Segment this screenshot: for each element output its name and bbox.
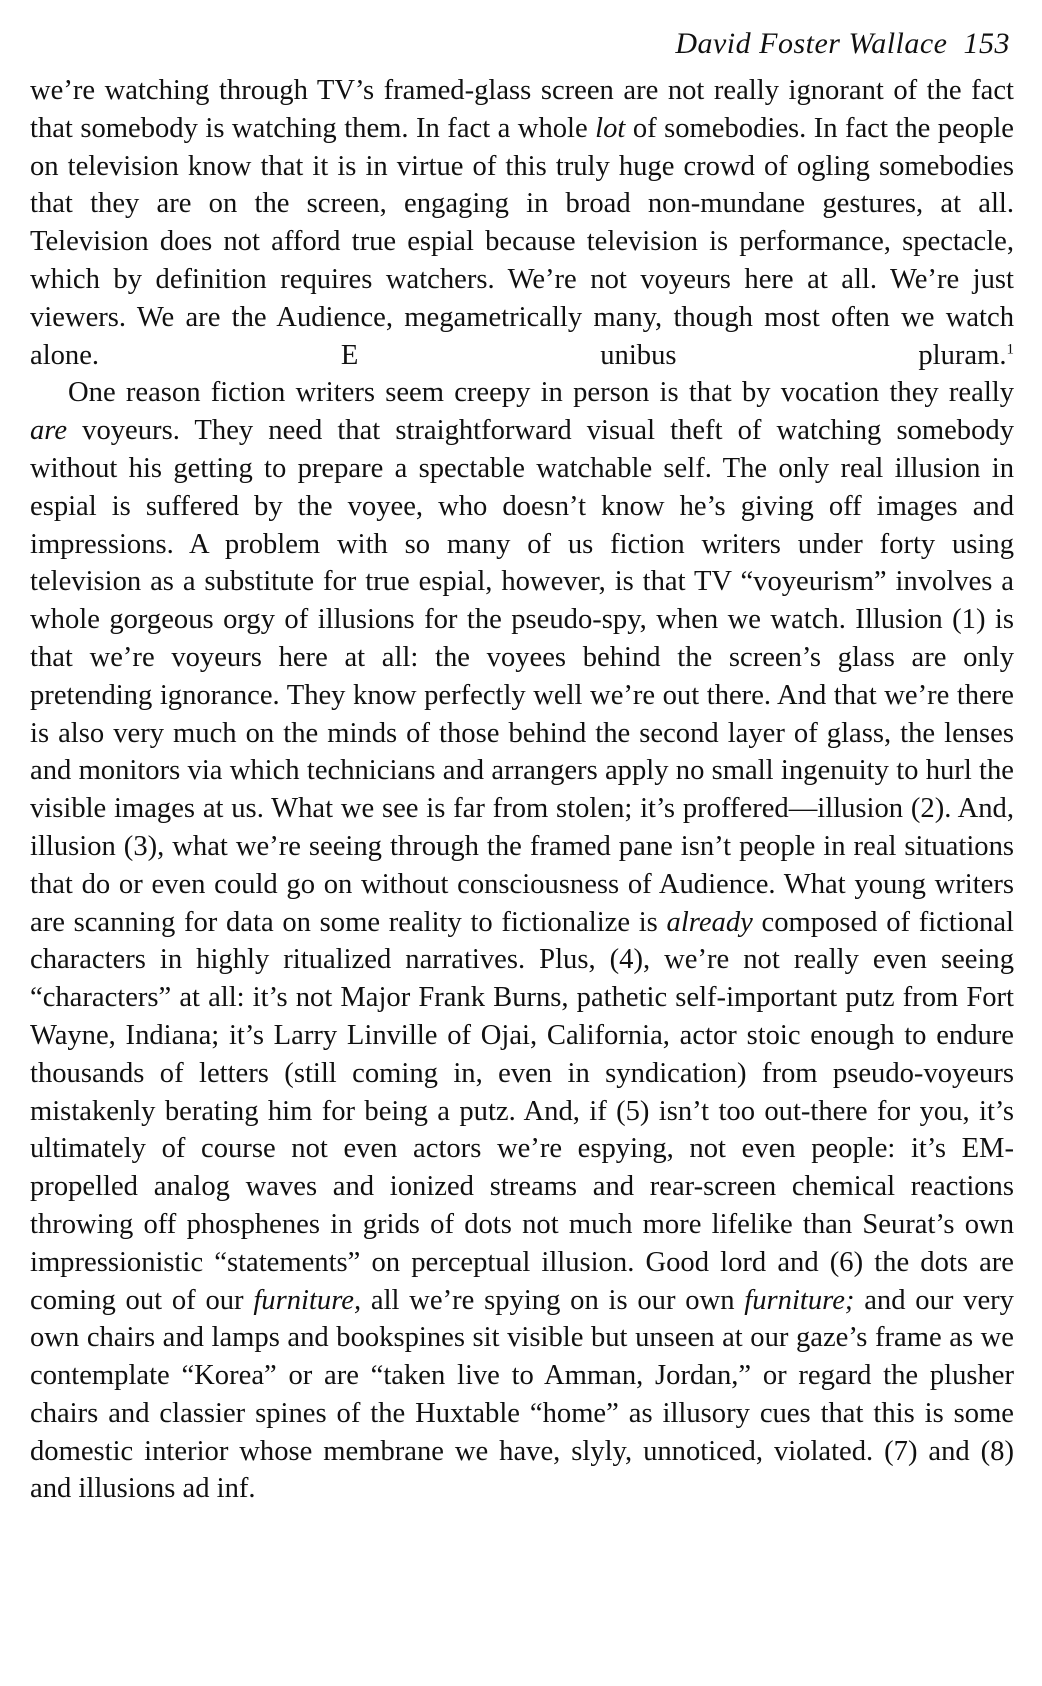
p2-text-5: and our very own chairs and lamps and bookspines sit visible but unseen at our gaze’s frame as we contemplate “Korea” or are “taken live to Amman, Jordan,” or regard the plusher chairs and classier spines of the Huxtable “home” as illusory cues that this is some domestic interior whose membrane we have, slyly, unnoticed, violated. (7) and (8) and illusions ad inf. bbox=[30, 1284, 1014, 1505]
p2-italic-are: are bbox=[30, 415, 68, 447]
running-head bbox=[30, 22, 1014, 66]
paragraph-2 bbox=[30, 374, 1014, 1508]
p1-text-2: of somebodies. In fact the people on television know that it is in virtue of this truly huge crowd of ogling somebodies that they are on the screen, engaging in broad non-mundane gestures, at all. Television does not afford true espial because television is performance, spectacle, which by definition requires watchers. We’re not voyeurs here at all. We’re just viewers. We are the Audience, megametrically many, though most often we watch alone. E unibus pluram. bbox=[30, 112, 1014, 371]
p2-text-3: composed of fictional characters in highly ritualized narratives. Plus, (4), we’re not really even seeing “characters” at all: it’s not Major Frank Burns, pathetic self-important putz from Fort Wayne, Indiana; it’s Larry Linville of Ojai, California, actor stoic enough to endure thousands of letters (still coming in, even in syndication) from pseudo-voyeurs mistakenly berating him for being a putz. And, if (5) isn’t too out-there for you, it’s ultimately of course not even actors we’re espying, not even people: it’s EM-propelled analog waves and ionized streams and rear-screen chemical reactions throwing off phosphenes in grids of dots not much more lifelike than Seurat’s own impressionistic “statements” on perceptual illusion. Good lord and (6) the dots are coming out of our bbox=[30, 906, 1014, 1316]
p1-italic-lot: lot bbox=[595, 112, 626, 144]
footnote-marker: 1 bbox=[1006, 341, 1014, 358]
p2-text-4: all we’re spying on is our own bbox=[361, 1284, 745, 1316]
p2-italic-furniture-2: furniture; bbox=[744, 1284, 855, 1316]
p2-text-2: voyeurs. They need that straightforward visual theft of watching somebody without his getting to prepare a spectable watchable self. The only real illusion in espial is suffered by the voyee, who doesn’t know he’s giving off images and impressions. A problem with so many of us fiction writers under forty using television as a substitute for true espial, however, is that TV “voyeurism” involves a whole gorgeous orgy of illusions for the pseudo-spy, when we watch. Illusion (1) is that we’re voyeurs here at all: the voyees behind the screen’s glass are only pretending ignorance. They know perfectly well we’re out there. And that we’re there is also very much on the minds of those behind the second layer of glass, the lenses and monitors via which technicians and arrangers apply no small ingenuity to hurl the visible images at us. What we see is far from stolen; it’s proffered—illusion (2). And, illusion (3), what we’re seeing through the framed pane isn’t people in real situations that do or even could go on without consciousness of Audience. What young writers are scanning for data on some reality to fictionalize is bbox=[30, 415, 1014, 938]
p2-text-1: One reason fiction writers seem creepy in person is that by vocation they really bbox=[68, 377, 1014, 409]
p1-text-1: we’re watching through TV’s framed-glass screen are not really ignorant of the fact that somebody is watching them. In fact a whole bbox=[30, 75, 1014, 144]
paragraph-1 bbox=[30, 72, 1014, 374]
body-text bbox=[30, 72, 1014, 1508]
author-name: David Foster Wallace bbox=[675, 27, 948, 60]
p2-italic-already: already bbox=[666, 906, 753, 938]
page-number: 153 bbox=[963, 27, 1010, 60]
p2-italic-furniture-1: furniture, bbox=[253, 1284, 362, 1316]
